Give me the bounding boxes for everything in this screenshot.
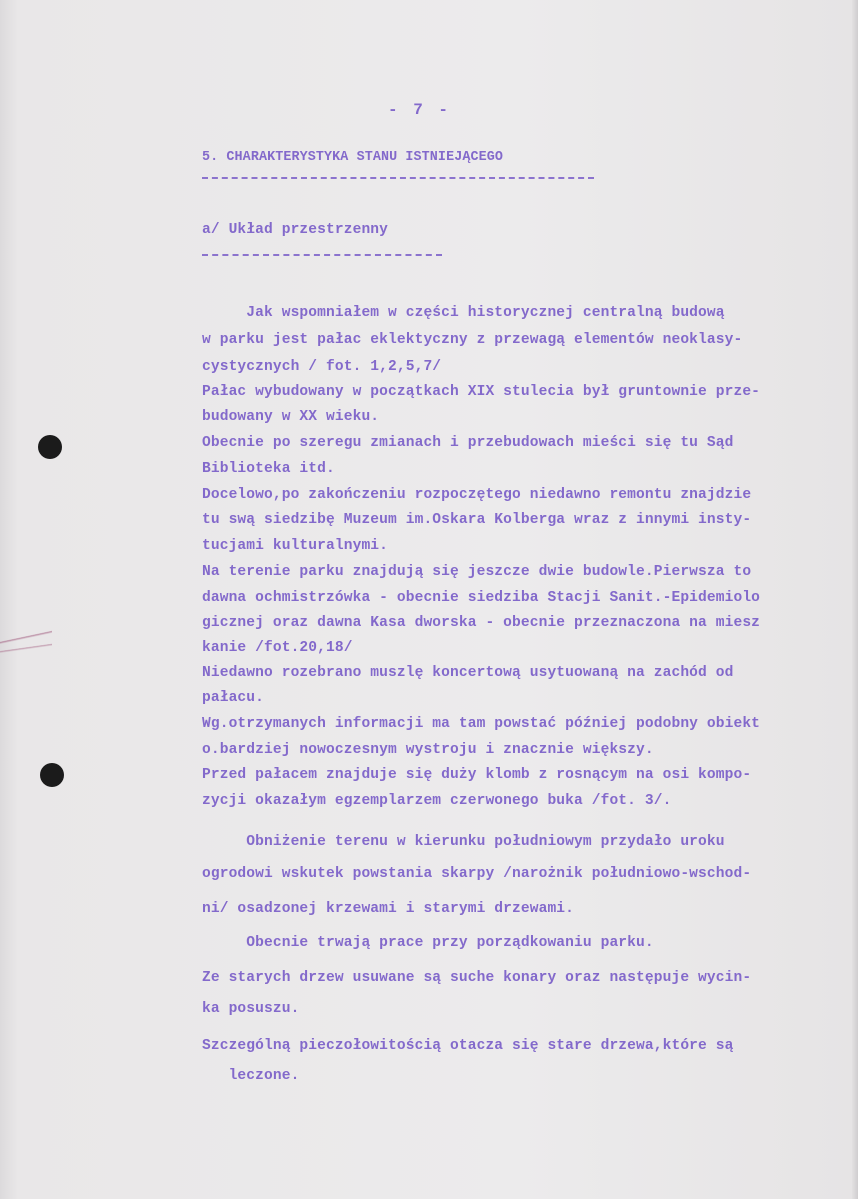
text-line: Obniżenie terenu w kierunku południowym przydało uroku [202,834,725,850]
text-line: cystycznych / fot. 1,2,5,7/ [202,359,442,375]
text-line: gicznej oraz dawna Kasa dworska - obecnie przeznaczona na miesz [202,615,761,631]
section-heading-underline [202,177,594,182]
section-heading: 5. CHARAKTERYSTYKA STANU ISTNIEJĄCEGO [202,150,504,165]
subsection-heading-underline [202,254,442,258]
text-line: tucjami kulturalnymi. [202,538,389,554]
text-line: w parku jest pałac eklektyczny z przewagą elementów neoklasy- [202,332,743,348]
text-line: Wg.otrzymanych informacji ma tam powstać później podobny obiekt [202,716,761,732]
text-line: Jak wspomniałem w części historycznej centralną budową [202,305,725,321]
page-number: - 7 - [388,101,452,119]
text-line: Obecnie po szeregu zmianach i przebudowach mieści się tu Sąd [202,435,734,451]
text-line: ni/ osadzonej krzewami i starymi drzewami. [202,901,575,917]
subsection-heading: a/ Układ przestrzenny [202,222,389,238]
margin-ink-mark [0,628,52,662]
text-line: dawna ochmistrzówka - obecnie siedziba Stacji Sanit.-Epidemiolo [202,590,761,606]
text-line: Przed pałacem znajduje się duży klomb z rosnącym na osi kompo- [202,767,752,783]
page-edge-shadow [852,0,858,1199]
text-line: pałacu. [202,690,265,706]
text-line: leczone. [202,1068,300,1084]
text-line: Pałac wybudowany w początkach XIX stulecia był gruntownie prze- [202,384,761,400]
text-line: Obecnie trwają prace przy porządkowaniu parku. [202,935,654,951]
text-line: ka posuszu. [202,1001,300,1017]
text-line: Niedawno rozebrano muszlę koncertową usytuowaną na zachód od [202,665,734,681]
text-line: ogrodowi wskutek powstania skarpy /narożnik południowo-wschod- [202,866,752,882]
text-line: kanie /fot.20,18/ [202,640,353,656]
punch-hole-top [38,435,62,459]
text-line: Ze starych drzew usuwane są suche konary oraz następuje wycin- [202,970,752,986]
text-line: Na terenie parku znajdują się jeszcze dwie budowle.Pierwsza to [202,564,752,580]
text-line: tu swą siedzibę Muzeum im.Oskara Kolberga wraz z innymi insty- [202,512,752,528]
punch-hole-bottom [40,763,64,787]
text-line: Biblioteka itd. [202,461,335,477]
text-line: Docelowo,po zakończeniu rozpoczętego niedawno remontu znajdzie [202,487,752,503]
text-line: budowany w XX wieku. [202,409,380,425]
text-line: o.bardziej nowoczesnym wystroju i znacznie większy. [202,742,654,758]
text-line: Szczególną pieczołowitością otacza się stare drzewa,które są [202,1038,734,1054]
text-line: zycji okazałym egzemplarzem czerwonego buka /fot. 3/. [202,793,672,809]
